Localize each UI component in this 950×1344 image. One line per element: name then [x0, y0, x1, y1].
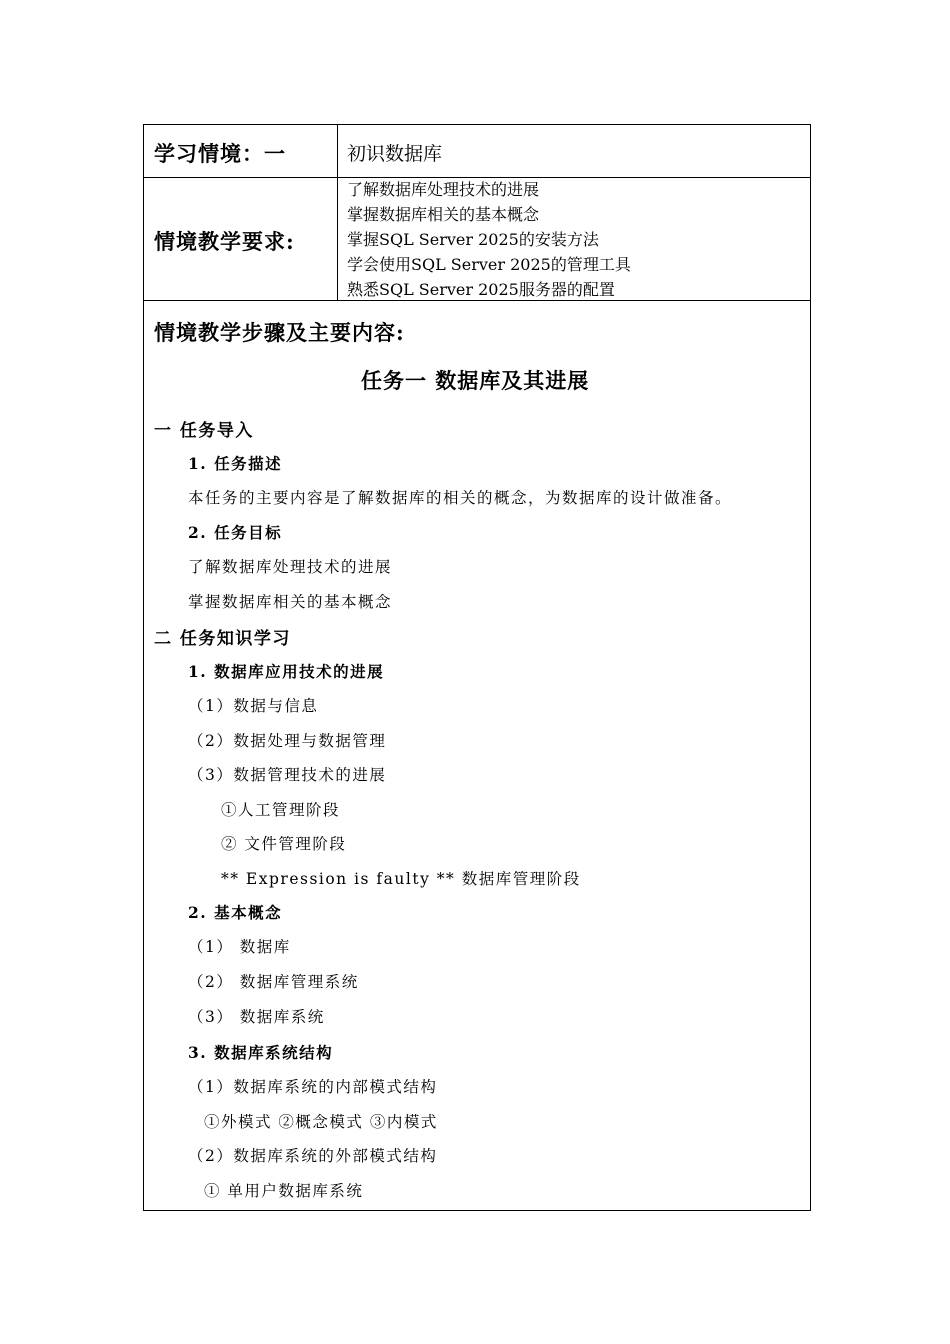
section-heading: 二 任务知识学习	[154, 629, 291, 649]
requirement-item: 掌握SQL Server 2025的安装方法	[347, 230, 599, 249]
column-divider	[337, 125, 338, 300]
requirement-item: 掌握数据库相关的基本概念	[347, 205, 540, 224]
requirements-list	[347, 177, 631, 302]
subsection-heading: 2. 任务目标	[188, 523, 283, 542]
lesson-table	[143, 124, 811, 1211]
list-subitem: ** Expression is faulty ** 数据库管理阶段	[221, 870, 581, 888]
list-item: （2） 数据库管理系统	[188, 973, 359, 991]
task-title: 任务一 数据库及其进展	[361, 368, 590, 393]
list-subitem: ② 文件管理阶段	[221, 835, 347, 853]
requirement-item: 学会使用SQL Server 2025的管理工具	[347, 255, 631, 274]
paragraph: 本任务的主要内容是了解数据库的相关的概念，为数据库的设计做准备。	[188, 489, 733, 507]
subsection-heading: 1. 任务描述	[188, 454, 283, 473]
list-item: 了解数据库处理技术的进展	[188, 558, 393, 576]
section-heading: 一 任务导入	[154, 421, 254, 441]
situation-label: 学习情境：一	[154, 141, 286, 166]
situation-value: 初识数据库	[347, 143, 443, 165]
list-subitem: ①人工管理阶段	[221, 801, 341, 819]
subsection-heading: 3. 数据库系统结构	[188, 1043, 334, 1062]
list-item: （3） 数据库系统	[188, 1008, 325, 1026]
steps-heading: 情境教学步骤及主要内容:	[154, 320, 405, 345]
requirement-item: 熟悉SQL Server 2025服务器的配置	[347, 280, 615, 299]
subsection-heading: 2. 基本概念	[188, 903, 283, 922]
list-subitem: ① 单用户数据库系统	[204, 1182, 364, 1200]
list-item: （2）数据库系统的外部模式结构	[188, 1147, 438, 1165]
list-item: （3）数据管理技术的进展	[188, 766, 387, 784]
list-item: （1） 数据库	[188, 938, 291, 956]
requirements-row	[144, 177, 810, 301]
subsection-heading: 1. 数据库应用技术的进展	[188, 662, 385, 681]
list-item: （2）数据处理与数据管理	[188, 732, 387, 750]
list-item: （1）数据与信息	[188, 697, 319, 715]
list-subitem: ①外模式 ②概念模式 ③内模式	[204, 1113, 438, 1131]
list-item: 掌握数据库相关的基本概念	[188, 593, 393, 611]
list-item: （1）数据库系统的内部模式结构	[188, 1078, 438, 1096]
requirements-label: 情境教学要求:	[154, 229, 295, 254]
situation-row	[144, 125, 810, 178]
requirement-item: 了解数据库处理技术的进展	[347, 180, 540, 199]
